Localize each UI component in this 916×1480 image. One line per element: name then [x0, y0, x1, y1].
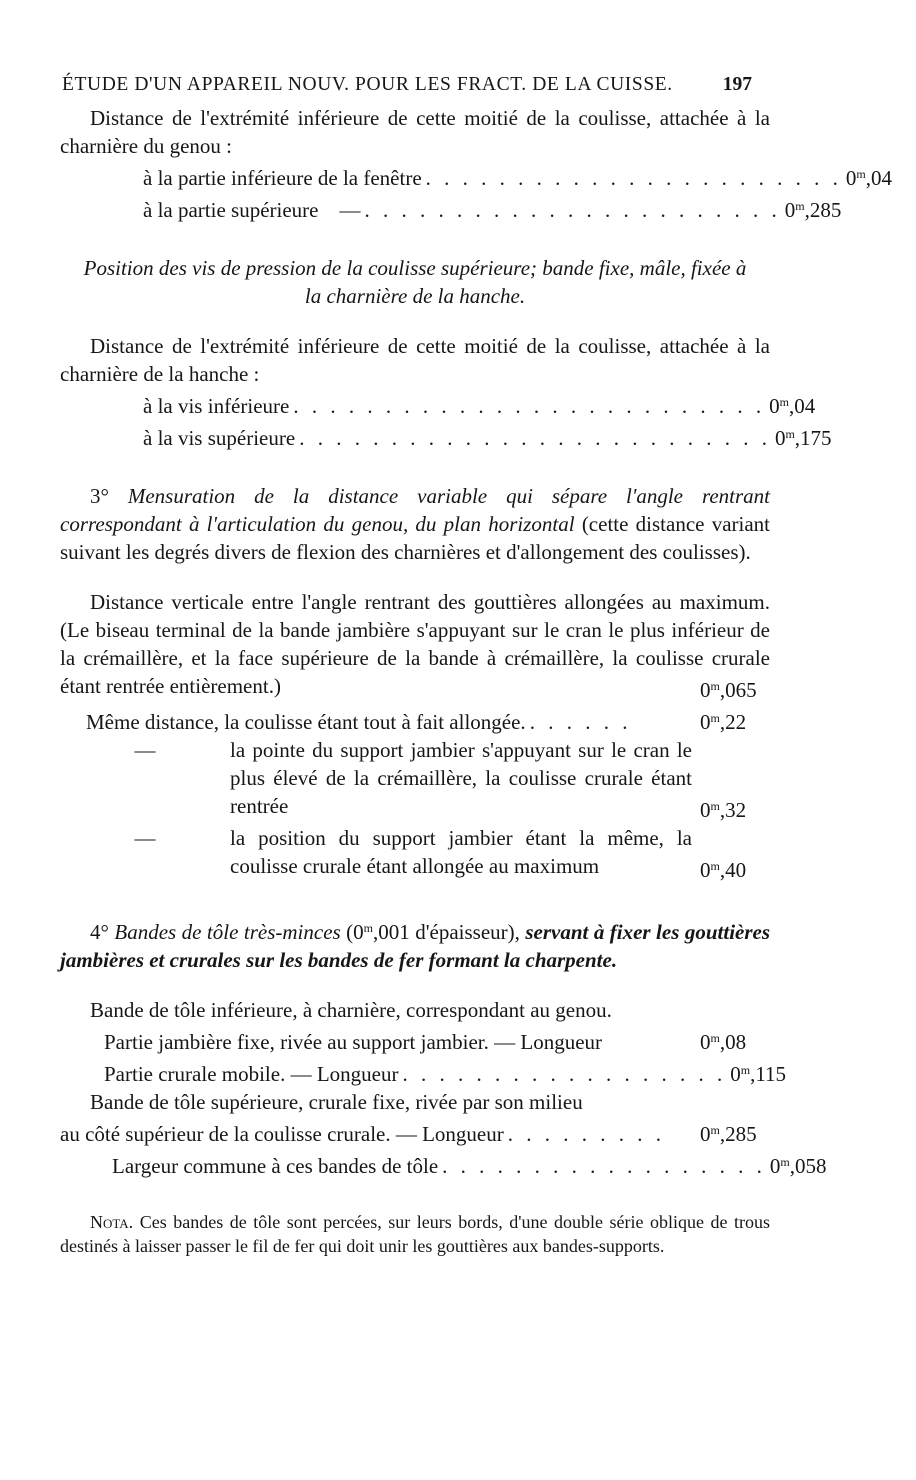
s3-row-2-value: 0$^m$,22 — [700, 710, 747, 734]
leader-dots: . . . . . . . . . . . . . . . . . . . . . . . . . . — [293, 394, 766, 418]
leader-dots: . . . . . . . . . . . . . . . . . . . . . . . — [425, 166, 842, 190]
leader-dots: . . . . . . . . . . . . . . . . . . . . . . . . . . — [299, 426, 771, 450]
s2-rows — [60, 388, 832, 452]
s4-paragraph-2-value: 0$^m$,285 — [700, 1122, 757, 1146]
s2-row-2 — [143, 420, 832, 452]
s4-paragraph-2b-row — [60, 1116, 770, 1148]
s3-sub-2-value: 0$^m$,40 — [700, 858, 747, 882]
nota-text: Ces bandes de tôle sont percées, sur leurs bords, d'une double série oblique de trous destinés à laisser passer le fil de fer qui doit unir les gouttières aux bandes-supports. — [60, 1212, 770, 1256]
s3-dash-1: — — [134, 738, 156, 762]
s1-row-2-label: à la partie supérieure — — [143, 198, 361, 222]
s3-heading-italic: Mensuration de la distance variable qui sépare l'angle rentrant correspondant à l'articulation du genou, du plan horizontal — [60, 484, 770, 536]
s1-row-2-value: 0$^m$,285 — [784, 198, 842, 222]
s2-row-1-label: à la vis inférieure — [143, 394, 290, 418]
s4-heading — [60, 914, 770, 974]
s3-sub-1-text: la pointe du support jambier s'appuyant sur le cran le plus élevé de la crémaillère, la coulisse crurale étant rentrée — [230, 738, 692, 818]
s4-paragraph-2a: Bande de tôle supérieure, crurale fixe, rivée par son milieu — [90, 1090, 583, 1114]
nota — [60, 1210, 770, 1258]
leader-dots: . . . . . . — [529, 710, 632, 734]
s3-sub-1-value: 0$^m$,32 — [700, 798, 747, 822]
s4-row-1 — [104, 1024, 770, 1056]
s3-row-2-label: Même distance, la coulisse étant tout à fait allongée. — [86, 710, 526, 734]
s4-heading-b: (0$^m$,001 d'épaisseur), — [346, 920, 520, 944]
leader-dots: . . . . . . . . . . . . . . . . . . — [402, 1062, 727, 1086]
s4-row-last-label: Largeur commune à ces bandes de tôle — [112, 1154, 439, 1178]
running-title: ÉTUDE D'UN APPAREIL NOUV. POUR LES FRACT. DE LA CUISSE. — [62, 74, 673, 95]
s2-row-1-value: 0$^m$,04 — [769, 394, 816, 418]
s4-row-1-value: 0$^m$,08 — [700, 1030, 747, 1054]
s4-paragraph: Bande de tôle inférieure, à charnière, correspondant au genou. — [90, 998, 612, 1022]
s4-heading-c: servant à fixer les gouttières jambières et crurales sur les bandes de fer formant la charpente. — [60, 920, 771, 972]
s4-row-2-label: Partie crurale mobile. — Longueur — [104, 1062, 399, 1086]
s2-paragraph: Distance de l'extrémité inférieure de cette moitié de la coulisse, attachée à la charnière de la hanche : — [60, 334, 770, 386]
s4-row-last — [60, 1148, 827, 1180]
s1-paragraph: Distance de l'extrémité inférieure de cette moitié de la coulisse, attachée à la charnière du genou : — [60, 106, 770, 158]
s3-dash-2: — — [134, 826, 156, 850]
leader-dots: . . . . . . . . . — [507, 1122, 665, 1146]
nota-label: Nota. — [90, 1212, 134, 1232]
s2-row-2-value: 0$^m$,175 — [774, 426, 832, 450]
s4-rows — [60, 1024, 787, 1088]
s4-paragraph-2b: au côté supérieur de la coulisse crurale. — Longueur — [60, 1122, 504, 1146]
s3-sub-1 — [60, 736, 770, 824]
s1-row-1-label: à la partie inférieure de la fenêtre — [143, 166, 422, 190]
s1-row-1 — [143, 160, 892, 192]
running-header — [62, 74, 752, 96]
s3-heading-rest: (cette distance variant suivant les degrés divers de flexion des charnières et d'allongement des coulisses). — [60, 512, 771, 564]
s4-heading-number: 4° — [90, 920, 109, 944]
s3-row-2 — [60, 704, 770, 736]
s4-row-2 — [104, 1056, 787, 1088]
s2-row-1 — [143, 388, 816, 420]
s4-heading-a: Bandes de tôle très-minces — [114, 920, 341, 944]
s3-row-1-value: 0$^m$,065 — [700, 678, 757, 702]
s1-row-2 — [143, 192, 842, 224]
s3-sub-2 — [60, 824, 770, 884]
s3-sub-2-text: la position du support jambier étant la même, la coulisse crurale étant allongée au maximum — [230, 826, 692, 878]
s2-row-2-label: à la vis supérieure — [143, 426, 296, 450]
s1-rows — [60, 160, 892, 224]
s3-heading — [60, 482, 770, 566]
s4-row-last-value: 0$^m$,058 — [769, 1154, 827, 1178]
s1-row-1-value: 0$^m$,04 — [845, 166, 892, 190]
page-body — [60, 104, 892, 1258]
s4-row-1-label: Partie jambière fixe, rivée au support jambier. — Longueur — [104, 1030, 603, 1054]
leader-dots: . . . . . . . . . . . . . . . . . . — [442, 1154, 766, 1178]
page-number: 197 — [722, 74, 752, 95]
s2-heading: Position des vis de pression de la coulisse supérieure; bande fixe, mâle, fixée à la charnière de la hanche. — [83, 256, 747, 308]
s3-heading-number: 3° — [90, 484, 109, 508]
s4-row-2-value: 0$^m$,115 — [730, 1062, 787, 1086]
s3-paragraph-text: Distance verticale entre l'angle rentrant des gouttières allongées au maximum. (Le biseau terminal de la bande jambière s'appuyant sur le cran le plus inférieur de la crémaillère, et la face supérieure de la bande à crémaillère, la coulisse crurale étant rentrée entièrement.) — [60, 590, 770, 698]
leader-dots: . . . . . . . . . . . . . . . . . . . . . . . — [364, 198, 781, 222]
